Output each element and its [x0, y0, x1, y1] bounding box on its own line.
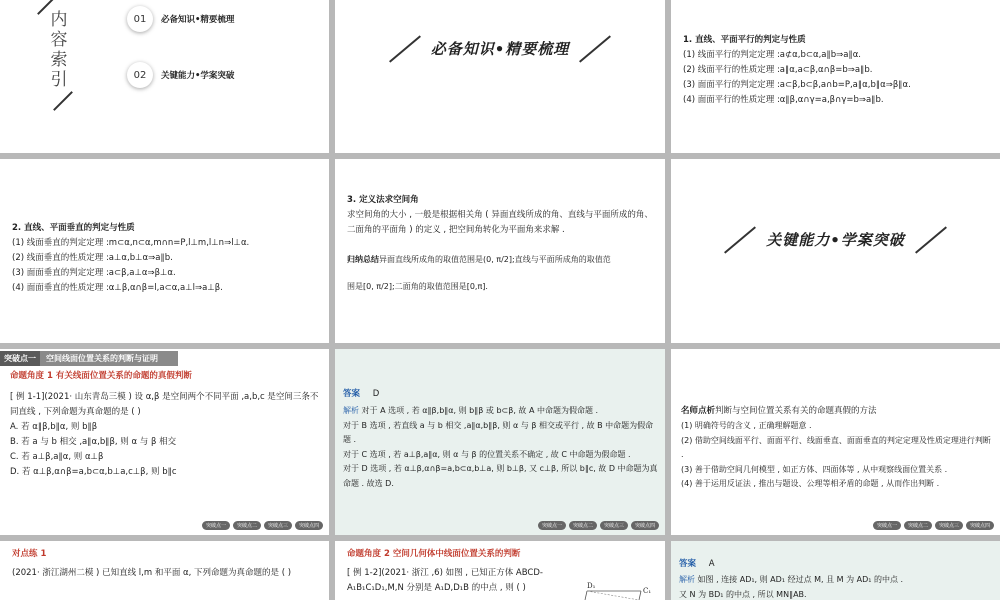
toc-char: 容 [50, 30, 68, 50]
question-text: [ 例 1-1](2021· 山东青岛三模 ) 设 α,β 是空间两个不同平面 ,a,b,c 是空间三条不同直线 , 下列命题为真命题的是 ( ) [10, 392, 319, 417]
answer-label: 答案 [679, 559, 697, 569]
analysis-text: 如图 , 连接 AD₁, 则 AD₁ 经过点 M, 且 M 为 AD₁ 的中点 . [697, 575, 904, 584]
analysis-line [679, 572, 995, 587]
slide-heading: 2. 直线、平面垂直的判定与性质 [12, 223, 135, 233]
footer-tab[interactable]: 突破点一 [873, 521, 901, 530]
cube-edge [639, 591, 641, 600]
decor-slash [579, 35, 611, 62]
tips-item: (3) 善于借助空间几何模型 , 如正方体、四面体等 , 从中观察线面位置关系 . [681, 464, 948, 474]
toc-vertical-title [48, 10, 70, 90]
tips-title-text: 判断与空间位置关系有关的命题真假的方法 [715, 406, 877, 416]
theorem-line: (1) 线面垂直的判定定理 :m⊂α,n⊂α,m∩n=P,l⊥m,l⊥n⇒l⊥α. [12, 238, 250, 248]
theorem-line: (4) 面面平行的性质定理 :α∥β,α∩γ=a,β∩γ=b⇒a∥b. [683, 95, 884, 105]
slide-tips[interactable] [671, 349, 1000, 535]
theorem-line: (3) 面面垂直的判定定理 :a⊂β,a⊥α⇒β⊥α. [12, 268, 176, 278]
cube-figure [583, 579, 661, 600]
summary-line-1 [347, 246, 657, 274]
answer-value: A [708, 559, 715, 569]
footer-tab[interactable]: 突破点二 [569, 521, 597, 530]
vertex-label-d1: D₁ [587, 582, 596, 590]
toc-char: 引 [50, 70, 68, 90]
analysis-block [343, 404, 659, 492]
footer-tab[interactable]: 突破点三 [600, 521, 628, 530]
analysis-label: 解析 [343, 406, 359, 415]
analysis-label: 解析 [679, 575, 695, 584]
summary-label: 归纳总结 [347, 255, 379, 264]
summary-range: [0, π/2] [363, 282, 393, 291]
option-a: A. 若 α∥β,b∥α, 则 b∥β [10, 422, 98, 432]
footer-tab[interactable]: 突破点四 [966, 521, 994, 530]
tips-item: (4) 善于运用反证法 , 推出与题设、公理等相矛盾的命题 , 从而作出判断 . [681, 479, 940, 489]
footer-tab[interactable]: 突破点二 [233, 521, 261, 530]
section-title: 必备知识•精要梳理 [430, 40, 570, 58]
angle-title: 命题角度 2 空间几何体中线面位置关系的判断 [347, 549, 521, 559]
slide-answer-1-1[interactable] [335, 349, 665, 535]
footer-tab[interactable]: 突破点三 [264, 521, 292, 530]
footer-tabs [873, 521, 994, 530]
decor-slash [915, 226, 947, 253]
theorem-line: (3) 面面平行的判定定理 :a⊂β,b⊂β,a∩b=P,a∥α,b∥α⇒β∥α. [683, 80, 911, 90]
footer-tab[interactable]: 突破点四 [295, 521, 323, 530]
decor-slash [724, 226, 756, 253]
tips-item: (1) 明确符号的含义 , 正确理解题意 . [681, 421, 812, 430]
footer-tab[interactable]: 突破点二 [904, 521, 932, 530]
slide-toc[interactable] [0, 0, 329, 153]
slide-practice-1[interactable] [0, 541, 329, 600]
toc-item-label: 必备知识•精要梳理 [161, 15, 235, 25]
toc-char: 索 [50, 50, 68, 70]
answer-line [343, 387, 659, 402]
slide-section-header-2[interactable] [671, 159, 1000, 343]
toc-number-badge: 01 [127, 6, 153, 32]
slide-example-1-1[interactable] [0, 349, 329, 535]
footer-tab[interactable]: 突破点三 [935, 521, 963, 530]
decor-stroke [53, 91, 73, 111]
slide-section-header-1[interactable] [335, 0, 665, 153]
tips-item: (2) 借助空间线面平行、面面平行、线面垂直、面面垂直的判定定理及性质定理进行判断 . [681, 435, 991, 460]
tips-label: 名师点析 [681, 406, 716, 416]
analysis-line: 对于 C 选项 , 若 a⊥β,a∥α, 则 α 与 β 的位置关系不确定 , 故 C 中命题为假命题 . [343, 449, 631, 459]
vertex-label-c1: C₁ [643, 587, 652, 595]
slide-answer-1-2[interactable] [671, 541, 1000, 600]
slide-heading: 1. 直线、平面平行的判定与性质 [683, 35, 806, 45]
section-title: 关键能力•学案突破 [766, 231, 905, 249]
slide-spatial-angles[interactable] [335, 159, 665, 343]
analysis-line: 对于 B 选项 , 若直线 a 与 b 相交 ,a∥α,b∥β, 则 α 与 β 相交或平行 , 故 B 中命题为假命题 . [343, 420, 654, 445]
answer-label: 答案 [343, 389, 361, 399]
angle-title: 命题角度 1 有关线面位置关系的命题的真假判断 [10, 371, 192, 381]
section-header [335, 38, 665, 59]
tips-title [681, 404, 993, 419]
summary-text: ;二面角的取值范围是[0,π]. [392, 282, 488, 291]
footer-tab[interactable]: 突破点一 [202, 521, 230, 530]
option-b: B. 若 a 与 b 相交 ,a∥α,b∥β, 则 α 与 β 相交 [10, 437, 177, 447]
slide-heading: 3. 定义法求空间角 [347, 195, 419, 205]
section-header [671, 229, 1000, 250]
summary-range: (0, π/2] [483, 255, 513, 264]
toc-item-label: 关键能力•学案突破 [161, 71, 235, 81]
analysis-line: 又 N 为 BD₁ 的中点 , 所以 MN∥AB. [679, 590, 807, 599]
badge-primary: 突破点一 [0, 351, 40, 366]
summary-text: 异面直线所成角的取值范围是 [379, 255, 483, 264]
toc-item-2[interactable] [127, 62, 234, 88]
footer-tab[interactable]: 突破点四 [631, 521, 659, 530]
decor-slash [389, 35, 421, 62]
theorem-line: (2) 线面平行的性质定理 :a∥α,a⊂β,α∩β=b⇒a∥b. [683, 65, 873, 75]
analysis-line: 对于 A 选项 , 若 α∥β,b∥α, 则 b∥β 或 b⊂β, 故 A 中命题为假命题 . [361, 406, 599, 415]
toc-item-1[interactable] [127, 6, 234, 32]
footer-tab[interactable]: 突破点一 [538, 521, 566, 530]
footer-tabs [202, 521, 323, 530]
theorem-line: (1) 线面平行的判定定理 :a⊄α,b⊂α,a∥b⇒a∥α. [683, 50, 862, 60]
theorem-line: (2) 线面垂直的性质定理 :a⊥α,b⊥α⇒a∥b. [12, 253, 173, 263]
option-d: D. 若 α⊥β,α∩β=a,b⊂α,b⊥a,c⊥β, 则 b∥c [10, 467, 177, 477]
toc-char: 内 [50, 10, 68, 30]
analysis-line: 对于 D 选项 , 若 α⊥β,α∩β=a,b⊂α,b⊥a, 则 b⊥β, 又 c⊥β, 所以 b∥c, 故 D 中命题为真命题 . 故选 D. [343, 464, 658, 488]
practice-title: 对点练 1 [12, 549, 47, 559]
question-text: [ 例 1-2](2021· 浙江 ,6) 如图 , 已知正方体 ABCD-A₁B₁C₁D₁,M,N 分别是 A₁D,D₁B 的中点 , 则 ( ) [347, 568, 543, 593]
cube-edge [585, 591, 587, 600]
breakthrough-badge [0, 351, 178, 366]
option-c: C. 若 a⊥β,a∥α, 则 α⊥β [10, 452, 104, 462]
answer-line [679, 557, 995, 572]
answer-value: D [372, 389, 380, 399]
footer-tabs [538, 521, 659, 530]
cube-diagonal [587, 591, 639, 600]
toc-number-badge: 02 [127, 62, 153, 88]
theorem-line: (4) 面面垂直的性质定理 :α⊥β,α∩β=l,a⊂α,a⊥l⇒a⊥β. [12, 283, 223, 293]
summary-text: ;直线与平面所成角的取值范 [512, 255, 611, 264]
practice-question: (2021· 浙江湖州二模 ) 已知直线 l,m 和平面 α, 下列命题为真命题的是 ( ) [12, 568, 292, 578]
badge-secondary: 空间线面位置关系的判断与证明 [40, 351, 178, 366]
summary-line-2 [347, 274, 657, 300]
slide-example-1-2[interactable] [335, 541, 665, 600]
slide-perpendicular-theorems[interactable] [0, 159, 329, 343]
slide-parallel-theorems[interactable] [671, 0, 1000, 153]
summary-text: 围是 [347, 282, 363, 291]
slide-body: 求空间角的大小 , 一般是根据相关角 ( 异面直线所成的角、直线与平面所成的角、二面角的平面角 ) 的定义 , 把空间角转化为平面角来求解 . [347, 210, 653, 235]
